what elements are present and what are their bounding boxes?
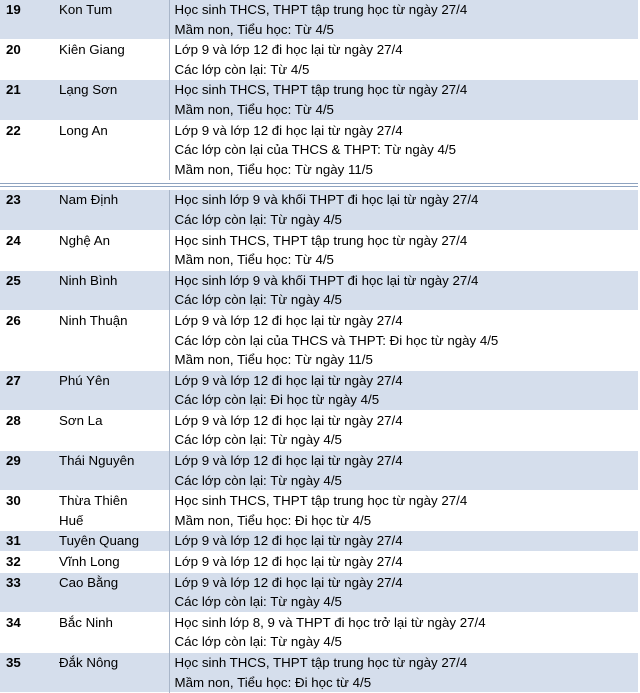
table-row [0,612,638,652]
row-number: 22 [0,120,55,180]
schedule-line: Các lớp còn lại: Từ ngày 4/5 [174,432,342,448]
schedule-line: Mầm non, Tiểu học: Từ ngày 11/5 [174,161,373,177]
province-name [55,552,169,573]
province-line: Tuyên Quang [59,533,140,549]
province-line: Sơn La [59,412,103,428]
schedule-note [169,230,638,270]
table-row [0,310,638,370]
schedule-line: Lớp 9 và lớp 12 đi học lại từ ngày 27/4 [174,574,403,590]
table-row [0,80,638,120]
schedule-line: Lớp 9 và lớp 12 đi học lại từ ngày 27/4 [174,372,403,388]
schedule-line: Học sinh THCS, THPT tập trung học từ ngày 27/4 [174,655,468,670]
province-name [55,270,169,310]
schedule-note [169,190,638,230]
schedule-line: Các lớp còn lại: Từ ngày 4/5 [174,634,342,650]
province-line: Nam Định [59,192,119,208]
schedule-line: Lớp 9 và lớp 12 đi học lại từ ngày 27/4 [174,312,403,328]
table-row [0,120,638,180]
row-number: 25 [0,270,55,310]
schedule-note [169,270,638,310]
province-name [55,491,169,531]
row-number: 21 [0,80,55,120]
schedule-note [169,370,638,410]
schedule-note [169,491,638,531]
schedule-line: Học sinh THCS, THPT tập trung học từ ngày 27/4 [174,82,468,98]
table-row [0,653,638,693]
table-row [0,190,638,230]
row-number: 31 [0,531,55,552]
province-name [55,410,169,450]
schedule-line: Mầm non, Tiểu học: Từ 4/5 [174,21,334,37]
schedule-line: Lớp 9 và lớp 12 đi học lại từ ngày 27/4 [174,412,403,428]
table-row [0,270,638,310]
table-row [0,531,638,552]
schedule-line: Các lớp còn lại của THCS và THPT: Đi học từ ngày 4/5 [174,332,499,348]
province-name [55,230,169,270]
province-name [55,120,169,180]
province-line: Đắk Nông [59,655,119,670]
province-line: Huế [59,512,84,528]
province-name [55,310,169,370]
row-number: 27 [0,370,55,410]
province-name [55,451,169,491]
row-number: 28 [0,410,55,450]
table-row [0,230,638,270]
province-line: Thừa Thiên [59,493,128,509]
table-row [0,451,638,491]
row-number: 23 [0,190,55,230]
section-divider [0,180,638,190]
schedule-table-bottom [0,190,638,693]
table-row [0,40,638,80]
schedule-line: Học sinh lớp 9 và khối THPT đi học lại từ ngày 27/4 [174,192,479,208]
schedule-note [169,0,638,40]
province-line: Kon Tum [59,2,113,17]
schedule-line: Lớp 9 và lớp 12 đi học lại từ ngày 27/4 [174,42,403,58]
province-line: Long An [59,122,108,138]
schedule-note [169,572,638,612]
row-number: 29 [0,451,55,491]
row-number: 26 [0,310,55,370]
province-line: Thái Nguyên [59,453,135,469]
schedule-line: Các lớp còn lại: Từ 4/5 [174,61,310,77]
schedule-line: Mầm non, Tiểu học: Đi học từ 4/5 [174,674,372,690]
schedule-line: Lớp 9 và lớp 12 đi học lại từ ngày 27/4 [174,533,403,549]
row-number: 20 [0,40,55,80]
schedule-line: Mầm non, Tiểu học: Đi học từ 4/5 [174,512,372,528]
schedule-line: Học sinh lớp 8, 9 và THPT đi học trở lại từ ngày 27/4 [174,614,486,630]
province-name [55,572,169,612]
province-name [55,0,169,40]
schedule-note [169,653,638,693]
divider-line [0,183,638,184]
province-line: Ninh Bình [59,272,118,288]
schedule-note [169,80,638,120]
schedule-line: Các lớp còn lại: Từ ngày 4/5 [174,594,342,610]
schedule-line: Học sinh THCS, THPT tập trung học từ ngày 27/4 [174,493,468,509]
schedule-line: Các lớp còn lại của THCS & THPT: Từ ngày 4/5 [174,142,456,158]
table-row [0,0,638,40]
table-body-bottom [0,190,638,692]
province-line: Cao Bằng [59,574,119,590]
province-name [55,190,169,230]
schedule-line: Mầm non, Tiểu học: Từ 4/5 [174,252,334,268]
table-row [0,572,638,612]
province-line: Ninh Thuận [59,312,128,328]
schedule-line: Các lớp còn lại: Đi học từ ngày 4/5 [174,392,380,408]
row-number: 32 [0,552,55,573]
schedule-note [169,612,638,652]
schedule-line: Mầm non, Tiểu học: Từ 4/5 [174,101,334,117]
province-name [55,80,169,120]
schedule-line: Các lớp còn lại: Từ ngày 4/5 [174,211,342,227]
schedule-line: Các lớp còn lại: Từ ngày 4/5 [174,292,342,308]
table-row [0,552,638,573]
province-name [55,612,169,652]
schedule-line: Học sinh lớp 9 và khối THPT đi học lại từ ngày 27/4 [174,272,479,288]
schedule-note [169,552,638,573]
table-row [0,370,638,410]
table-body-top [0,0,638,180]
divider-line [0,186,638,187]
row-number: 34 [0,612,55,652]
province-name [55,40,169,80]
row-number: 24 [0,230,55,270]
row-number: 35 [0,653,55,693]
schedule-line: Các lớp còn lại: Từ ngày 4/5 [174,472,342,488]
province-name [55,531,169,552]
row-number: 33 [0,572,55,612]
province-line: Nghệ An [59,232,111,248]
schedule-note [169,120,638,180]
schedule-note [169,531,638,552]
province-line: Lạng Sơn [59,82,118,98]
row-number: 30 [0,491,55,531]
province-line: Bắc Ninh [59,614,113,630]
row-number: 19 [0,0,55,40]
schedule-line: Học sinh THCS, THPT tập trung học từ ngày 27/4 [174,232,468,248]
schedule-line: Lớp 9 và lớp 12 đi học lại từ ngày 27/4 [174,554,403,570]
table-row [0,491,638,531]
schedule-line: Lớp 9 và lớp 12 đi học lại từ ngày 27/4 [174,122,403,138]
province-line: Vĩnh Long [59,554,120,570]
province-line: Phú Yên [59,372,110,388]
schedule-note [169,451,638,491]
schedule-line: Lớp 9 và lớp 12 đi học lại từ ngày 27/4 [174,453,403,469]
schedule-note [169,40,638,80]
schedule-table-top [0,0,638,180]
schedule-note [169,310,638,370]
schedule-note [169,410,638,450]
province-name [55,370,169,410]
schedule-line: Mầm non, Tiểu học: Từ ngày 11/5 [174,352,373,368]
table-row [0,410,638,450]
province-name [55,653,169,693]
province-line: Kiên Giang [59,42,125,58]
schedule-line: Học sinh THCS, THPT tập trung học từ ngày 27/4 [174,2,468,17]
